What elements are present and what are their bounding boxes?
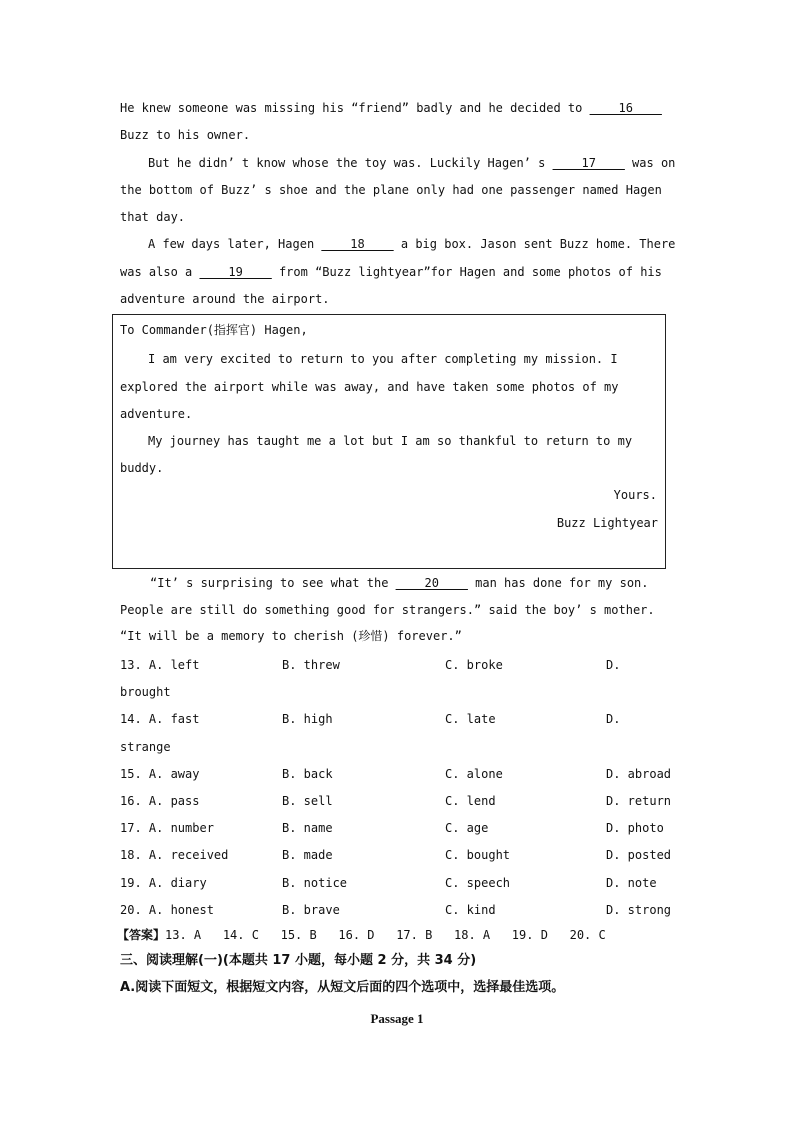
letter-line-3: adventure.: [120, 407, 193, 421]
story-line-7: was also a ____19____ from “Buzz lightyear”for Hagen and some photos of his: [120, 265, 662, 279]
option-18-c: C. bought: [445, 848, 511, 862]
option-17-c: C. age: [445, 821, 489, 835]
option-13-b: B. threw: [282, 658, 340, 672]
option-15-a: 15. A. away: [120, 767, 200, 781]
option-17-d: D. photo: [606, 821, 664, 835]
story-line-4: the bottom of Buzz’ s shoe and the plane only had one passenger named Hagen: [120, 183, 662, 197]
option-18-a: 18. A. received: [120, 848, 229, 862]
option-15-d: D. abroad: [606, 767, 672, 781]
letter-line-5: buddy.: [120, 461, 164, 475]
option-19-a: 19. A. diary: [120, 876, 207, 890]
story-line-1: He knew someone was missing his “friend” badly and he decided to ____16____: [120, 101, 662, 115]
after-line-2: People are still do something good for strangers.” said the boy’ s mother.: [120, 603, 655, 617]
blank-17: ____17____: [552, 156, 625, 170]
letter-line-2: explored the airport while was away, and have taken some photos of my: [120, 380, 619, 394]
option-16-b: B. sell: [282, 794, 333, 808]
letter-line-1: I am very excited to return to you after completing my mission. I: [148, 352, 618, 366]
option-20-c: C. kind: [445, 903, 496, 917]
option-14-c: C. late: [445, 712, 496, 726]
letter-closing: Yours.: [613, 488, 657, 502]
option-19-c: C. speech: [445, 876, 511, 890]
blank-18: ____18____: [321, 237, 394, 251]
option-17-b: B. name: [282, 821, 333, 835]
option-14-b: B. high: [282, 712, 333, 726]
section-instruction: A.阅读下面短文，根据短文内容，从短文后面的四个选项中，选择最佳选项。: [120, 980, 565, 995]
option-19-d: D. note: [606, 876, 657, 890]
letter-greeting: To Commander(指挥官) Hagen,: [120, 323, 308, 337]
answer-tag: 【答案】: [117, 928, 166, 942]
option-17-a: 17. A. number: [120, 821, 214, 835]
option-13-d: D.: [606, 658, 621, 672]
story-line-5: that day.: [120, 210, 186, 224]
option-16-a: 16. A. pass: [120, 794, 200, 808]
option-20-a: 20. A. honest: [120, 903, 214, 917]
option-19-b: B. notice: [282, 876, 348, 890]
passage-title: Passage 1: [370, 1011, 424, 1026]
story-line-6: A few days later, Hagen ____18____ a big box. Jason sent Buzz home. There: [148, 237, 676, 251]
option-15-b: B. back: [282, 767, 333, 781]
option-13-d-text: brought: [120, 685, 171, 699]
answer-line: [117, 927, 606, 943]
letter-signature: Buzz Lightyear: [556, 516, 658, 530]
story-line-3: But he didn’ t know whose the toy was. Luckily Hagen’ s ____17____ was on: [148, 156, 676, 170]
option-16-c: C. lend: [445, 794, 496, 808]
after-line-1: “It’ s surprising to see what the ____20____ man has done for my son.: [150, 576, 649, 590]
story-line-2: Buzz to his owner.: [120, 128, 251, 142]
after-line-3: “It will be a memory to cherish (珍惜) forever.”: [120, 629, 462, 643]
blank-19: ____19____: [199, 265, 272, 279]
option-18-d: D. posted: [606, 848, 672, 862]
letter-line-4: My journey has taught me a lot but I am so thankful to return to my: [148, 434, 633, 448]
answer-text: 13. A 14. C 15. B 16. D 17. B 18. A 19. D 20. C: [165, 928, 606, 942]
option-14-a: 14. A. fast: [120, 712, 200, 726]
story-line-8: adventure around the airport.: [120, 292, 330, 306]
option-14-d: D.: [606, 712, 621, 726]
option-14-d-text: strange: [120, 740, 171, 754]
section-title: 三、阅读理解(一)(本题共 17 小题，每小题 2 分，共 34 分): [120, 953, 477, 968]
option-13-a: 13. A. left: [120, 658, 200, 672]
option-20-b: B. brave: [282, 903, 340, 917]
blank-20: ____20____: [395, 576, 468, 590]
option-13-c: C. broke: [445, 658, 503, 672]
option-18-b: B. made: [282, 848, 333, 862]
blank-16: ____16____: [589, 101, 662, 115]
option-16-d: D. return: [606, 794, 672, 808]
option-20-d: D. strong: [606, 903, 672, 917]
option-15-c: C. alone: [445, 767, 503, 781]
